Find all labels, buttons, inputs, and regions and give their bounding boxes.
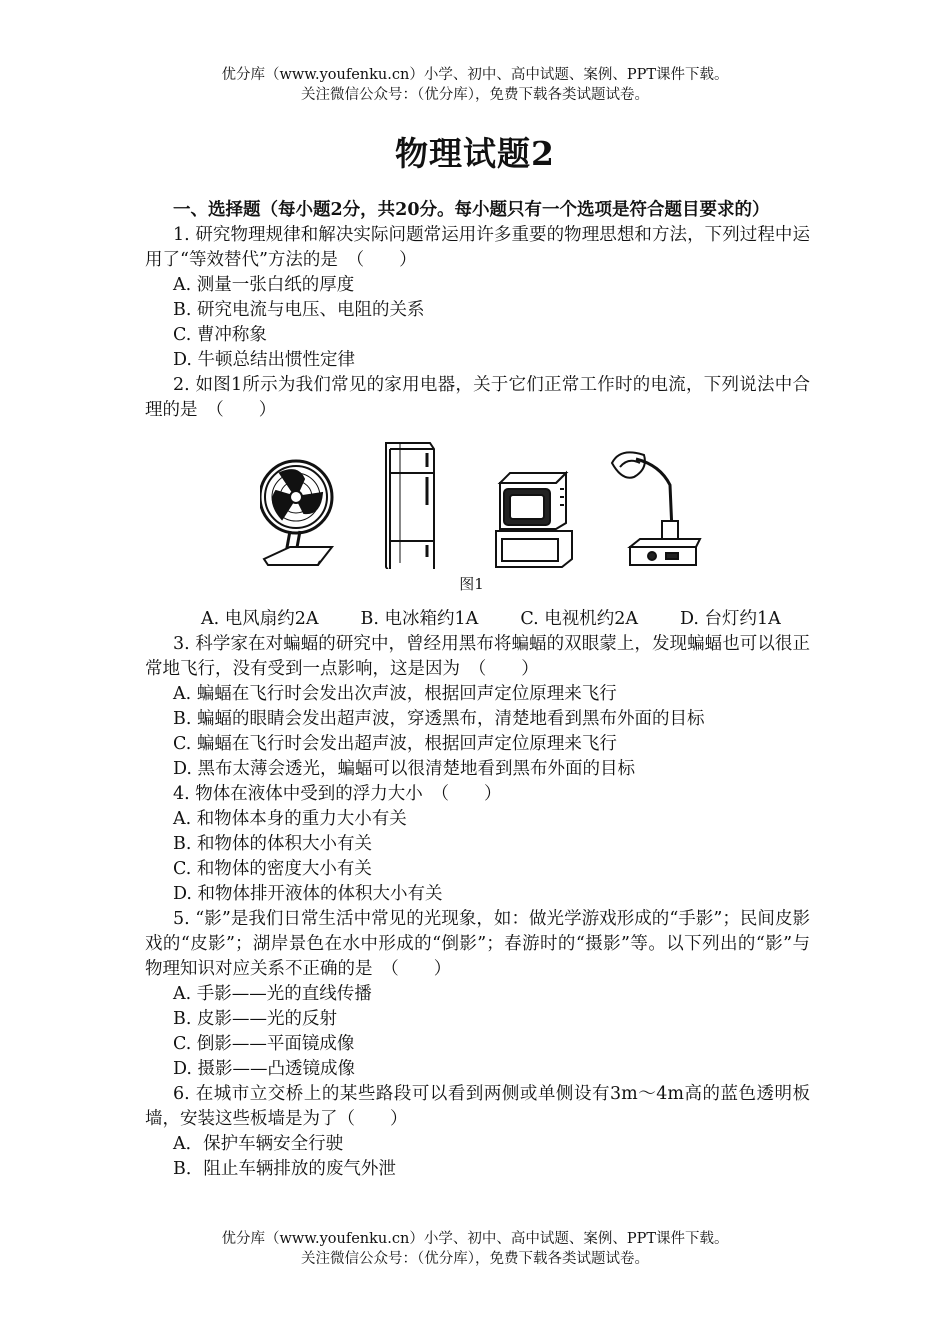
question-5-option-a: A. 手影——光的直线传播 <box>173 984 372 1004</box>
question-2-option-c: C. 电视机约2A <box>520 609 638 629</box>
question-2-option-d: D. 台灯约1A <box>679 609 781 629</box>
fan-icon <box>260 461 332 565</box>
question-4-option-c: C. 和物体的密度大小有关 <box>173 859 372 879</box>
question-5-option-b: B. 皮影——光的反射 <box>173 1009 337 1029</box>
question-5-option-c: C. 倒影——平面镜成像 <box>173 1034 355 1054</box>
question-4-option-d: D. 和物体排开液体的体积大小有关 <box>173 884 443 904</box>
question-3-option-b: B. 蝙蝠的眼睛会发出超声波，穿透黑布，清楚地看到黑布外面的目标 <box>173 709 705 729</box>
page-header <box>0 65 950 105</box>
question-3-option-a: A. 蝙蝠在飞行时会发出次声波，根据回声定位原理来飞行 <box>173 684 617 704</box>
question-1-option-a: A. 测量一张白纸的厚度 <box>173 275 355 295</box>
question-2-option-b: B. 电冰箱约1A <box>360 609 479 629</box>
question-6-option-b: B．阻止车辆排放的废气外泄 <box>173 1159 396 1179</box>
question-3-option-c: C. 蝙蝠在飞行时会发出超声波，根据回声定位原理来飞行 <box>173 734 617 754</box>
question-1-option-b: B. 研究电流与电压、电阻的关系 <box>173 300 425 320</box>
question-5-stem: 5. “影”是我们日常生活中常见的光现象，如：做光学游戏形成的“手影”；民间皮影戏的“皮影”；湖岸景色在水中形成的“倒影”；春游时的“摄影”等。以下列出的“影”与物理知识对应关系不正确的是 （ ） <box>145 909 810 979</box>
figure-caption: 图1 <box>459 575 484 593</box>
question-2-option-a: A. 电风扇约2A <box>201 609 319 629</box>
exam-content <box>145 198 810 1182</box>
footer-line-1: 优分库（www.youfenku.cn）小学、初中、高中试题、案例、PPT课件下载。 <box>221 1231 729 1247</box>
question-3-option-d: D. 黑布太薄会透光，蝙蝠可以很清楚地看到黑布外面的目标 <box>173 759 636 779</box>
question-1-stem: 1. 研究物理规律和解决实际问题常运用许多重要的物理思想和方法，下列过程中运用了“等效替代”方法的是 （ ） <box>145 225 810 270</box>
question-4-option-b: B. 和物体的体积大小有关 <box>173 834 372 854</box>
refrigerator-icon <box>386 443 434 569</box>
section-heading: 一、选择题（每小题2分，共20分。每小题只有一个选项是符合题目要求的） <box>173 200 770 220</box>
question-4-stem: 4. 物体在液体中受到的浮力大小 （ ） <box>173 784 502 804</box>
page-title: 物理试题2 <box>395 134 555 173</box>
appliances-illustration <box>260 435 710 569</box>
header-line-2: 关注微信公众号：（优分库），免费下载各类试题试卷。 <box>301 87 649 103</box>
question-4-option-a: A. 和物体本身的重力大小有关 <box>173 809 407 829</box>
question-6-option-a: A．保护车辆安全行驶 <box>173 1134 344 1154</box>
header-line-1: 优分库（www.youfenku.cn）小学、初中、高中试题、案例、PPT课件下载。 <box>221 67 729 83</box>
question-1-option-c: C. 曹冲称象 <box>173 325 267 345</box>
figure-1 <box>145 435 810 569</box>
footer-line-2: 关注微信公众号：（优分库），免费下载各类试题试卷。 <box>301 1251 649 1267</box>
question-2-options <box>145 607 810 632</box>
question-5-option-d: D. 摄影——凸透镜成像 <box>173 1059 356 1079</box>
question-2-stem: 2. 如图1所示为我们常见的家用电器，关于它们正常工作时的电流，下列说法中合理的是 （ ） <box>145 375 810 420</box>
question-6-stem: 6. 在城市立交桥上的某些路段可以看到两侧或单侧设有3m～4m高的蓝色透明板墙，安装这些板墙是为了（ ） <box>145 1084 810 1129</box>
television-icon <box>496 473 572 567</box>
question-1-option-d: D. 牛顿总结出惯性定律 <box>173 350 356 370</box>
question-3-stem: 3. 科学家在对蝙蝠的研究中，曾经用黑布将蝙蝠的双眼蒙上，发现蝙蝠也可以很正常地飞行，没有受到一点影响，这是因为 （ ） <box>145 634 810 679</box>
page-footer <box>0 1229 950 1269</box>
desk-lamp-icon <box>612 452 700 565</box>
